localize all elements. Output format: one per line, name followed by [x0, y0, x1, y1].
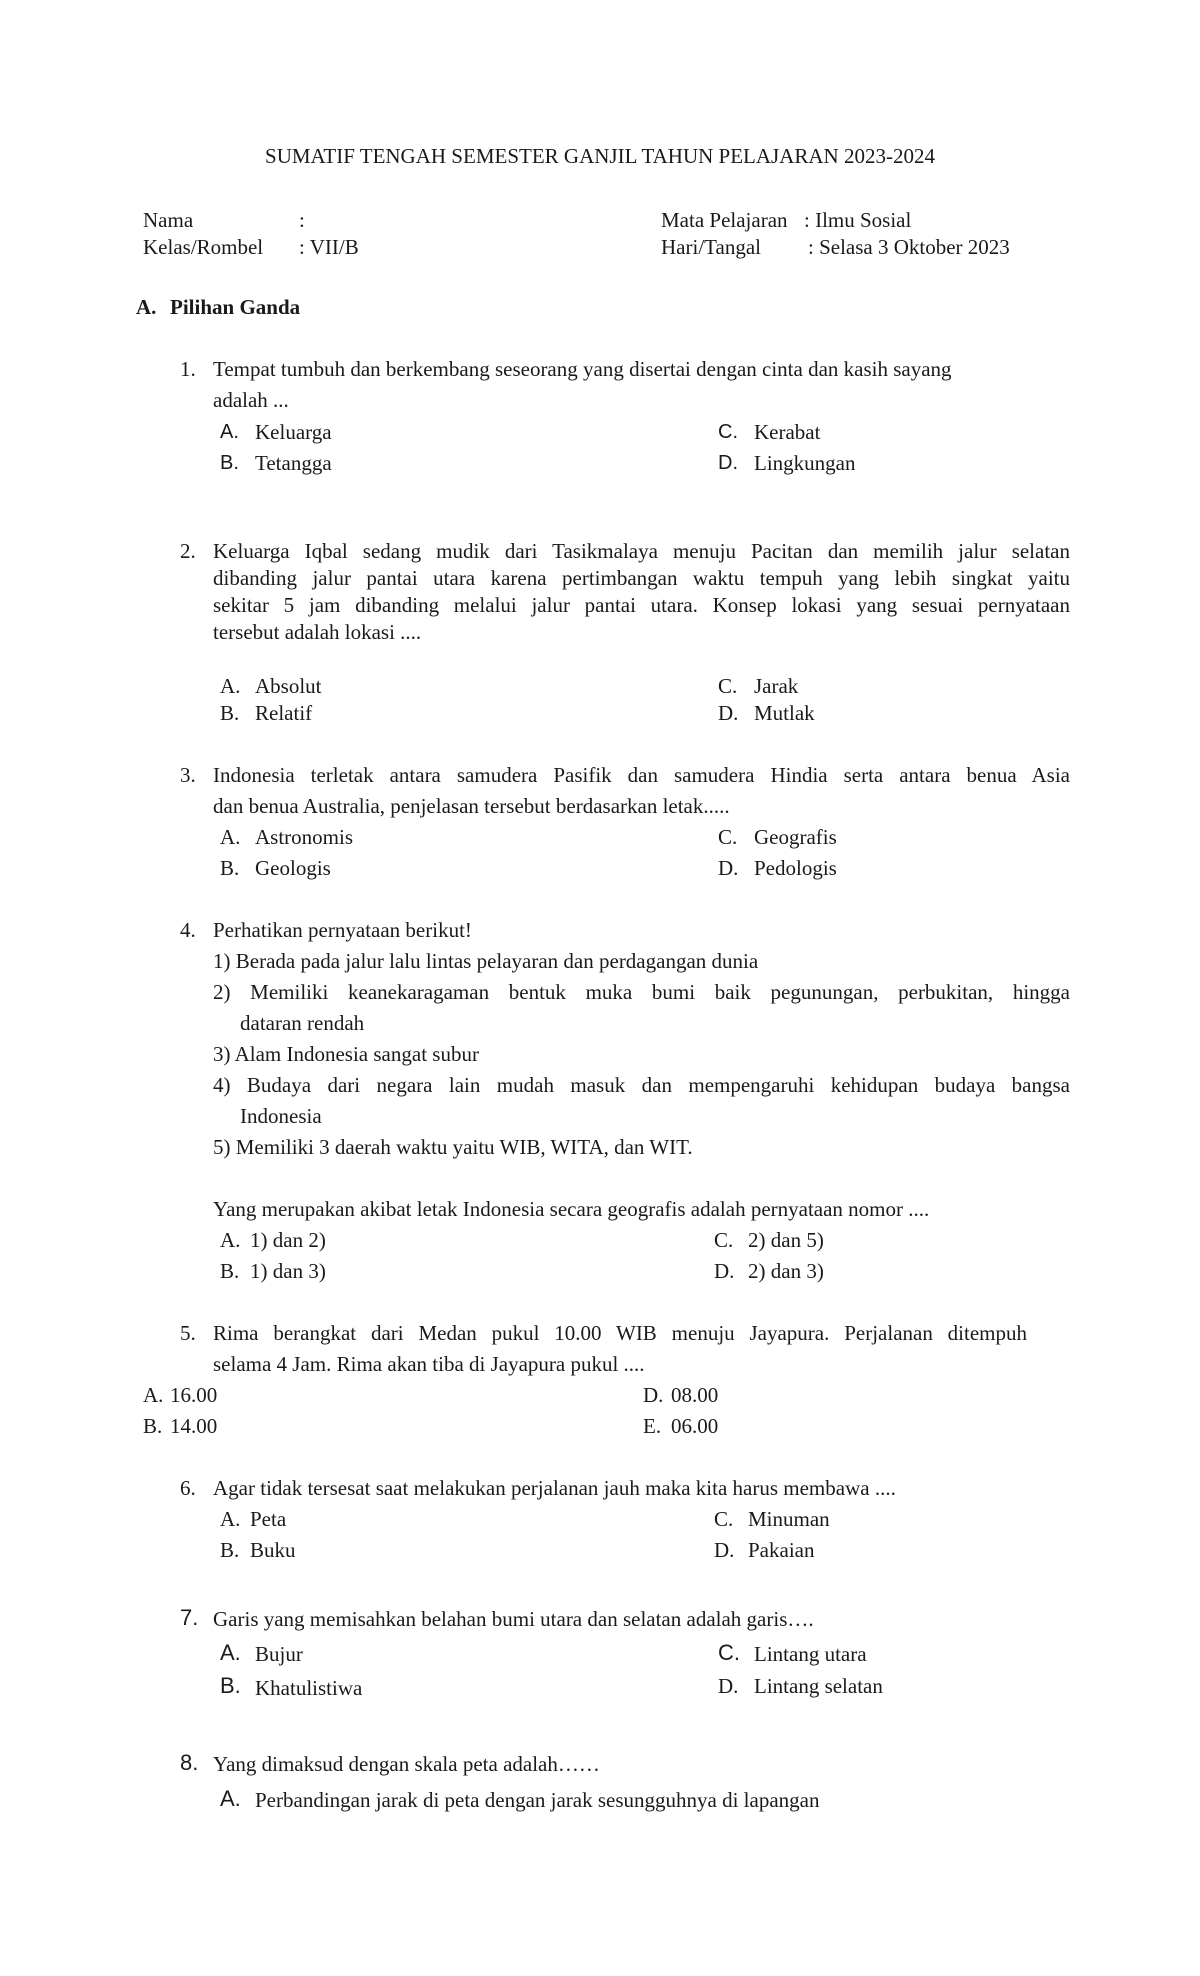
kelas-label: Kelas/Rombel	[143, 235, 264, 259]
option-text: Pakaian	[748, 1538, 815, 1562]
option-text: Lintang selatan	[754, 1674, 883, 1698]
option-letter: B.	[220, 856, 240, 880]
option-letter: A.	[143, 1383, 164, 1407]
option-letter: A.	[220, 1228, 241, 1252]
option-text: Jarak	[754, 674, 799, 698]
option-text: 14.00	[170, 1414, 218, 1438]
option-letter: C.	[714, 1507, 734, 1531]
option-letter: A.	[220, 825, 241, 849]
question-text-line: Tempat tumbuh dan berkembang seseorang yang disertai dengan cinta dan kasih sayang	[213, 357, 952, 381]
question-number: 7.	[180, 1605, 199, 1630]
option-text: Lingkungan	[754, 451, 856, 475]
question-text-line: Agar tidak tersesat saat melakukan perjalanan jauh maka kita harus membawa ....	[213, 1476, 896, 1500]
option-letter: D.	[718, 856, 739, 880]
nama-separator: :	[299, 208, 305, 232]
option-text: Keluarga	[255, 420, 332, 444]
option-letter: B.	[220, 1259, 240, 1283]
mapel-value: : Ilmu Sosial	[804, 208, 912, 232]
question-text-line: dan benua Australia, penjelasan tersebut berdasarkan letak.....	[213, 794, 730, 818]
option-letter: B.	[143, 1414, 163, 1438]
option-text: Tetangga	[255, 451, 332, 475]
question-number: 2.	[180, 539, 196, 563]
question-text-line: Rima berangkat dari Medan pukul 10.00 WIB menuju Jayapura. Perjalanan ditempuh	[213, 1321, 1027, 1345]
option-letter: A.	[220, 421, 239, 443]
option-letter: B.	[220, 1538, 240, 1562]
option-letter: D.	[718, 452, 738, 474]
option-text: Minuman	[748, 1507, 830, 1531]
option-letter: A.	[220, 674, 241, 698]
nama-label: Nama	[143, 208, 194, 232]
question-text-line: sekitar 5 jam dibanding melalui jalur pantai utara. Konsep lokasi yang sesuai pernyataan	[213, 593, 1070, 617]
option-text: Absolut	[255, 674, 322, 698]
statement-line: Indonesia	[240, 1104, 322, 1128]
question-number: 8.	[180, 1750, 199, 1775]
option-text: Relatif	[255, 701, 313, 725]
hari-label: Hari/Tangal	[661, 235, 761, 259]
option-letter: C.	[718, 1640, 740, 1665]
option-letter: B.	[220, 701, 240, 725]
question-number: 1.	[180, 357, 196, 381]
option-text: Buku	[250, 1538, 296, 1562]
mapel-label: Mata Pelajaran	[661, 208, 788, 232]
option-text: 08.00	[671, 1383, 719, 1407]
option-text: 2) dan 5)	[748, 1228, 824, 1252]
question-text-line: dibanding jalur pantai utara karena pertimbangan waktu tempuh yang lebih singkat yaitu	[213, 566, 1070, 590]
option-text: 06.00	[671, 1414, 719, 1438]
question-number: 5.	[180, 1321, 196, 1345]
option-letter: D.	[643, 1383, 664, 1407]
option-text: 1) dan 2)	[250, 1228, 326, 1252]
question-text-line: Yang merupakan akibat letak Indonesia secara geografis adalah pernyataan nomor ....	[213, 1197, 930, 1221]
option-text: Geologis	[255, 856, 331, 880]
option-letter: C.	[718, 825, 738, 849]
question-text-line: adalah ...	[213, 388, 289, 412]
question-text-line: Keluarga Iqbal sedang mudik dari Tasikmalaya menuju Pacitan dan memilih jalur selatan	[213, 539, 1070, 563]
question-text-line: Yang dimaksud dengan skala peta adalah……	[213, 1752, 600, 1776]
question-number: 6.	[180, 1476, 196, 1500]
option-letter: D.	[718, 1674, 739, 1698]
statement-line: 1) Berada pada jalur lalu lintas pelayaran dan perdagangan dunia	[213, 949, 759, 973]
option-text: Bujur	[255, 1642, 303, 1666]
option-letter: D.	[714, 1538, 735, 1562]
option-letter: A.	[220, 1640, 241, 1665]
option-text: 16.00	[170, 1383, 218, 1407]
page-title: SUMATIF TENGAH SEMESTER GANJIL TAHUN PELAJARAN 2023-2024	[265, 144, 935, 168]
hari-value: : Selasa 3 Oktober 2023	[808, 235, 1010, 259]
statement-line: 5) Memiliki 3 daerah waktu yaitu WIB, WITA, dan WIT.	[213, 1135, 693, 1159]
question-text-line: Garis yang memisahkan belahan bumi utara dan selatan adalah garis….	[213, 1607, 814, 1631]
option-text: Mutlak	[754, 701, 815, 725]
option-text: Peta	[250, 1507, 287, 1531]
question-number: 3.	[180, 763, 196, 787]
kelas-value: : VII/B	[299, 235, 359, 259]
option-text: 1) dan 3)	[250, 1259, 326, 1283]
option-text: Perbandingan jarak di peta dengan jarak sesungguhnya di lapangan	[255, 1788, 820, 1812]
statement-line: 4) Budaya dari negara lain mudah masuk dan mempengaruhi kehidupan budaya bangsa	[213, 1073, 1070, 1097]
option-text: 2) dan 3)	[748, 1259, 824, 1283]
question-text-line: selama 4 Jam. Rima akan tiba di Jayapura pukul ....	[213, 1352, 645, 1376]
option-text: Lintang utara	[754, 1642, 867, 1666]
option-letter: C.	[718, 421, 738, 443]
option-letter: C.	[714, 1228, 734, 1252]
option-letter: A.	[220, 1786, 241, 1811]
statement-line: dataran rendah	[240, 1011, 365, 1035]
question-text-line: Indonesia terletak antara samudera Pasifik dan samudera Hindia serta antara benua Asia	[213, 763, 1070, 787]
option-text: Astronomis	[255, 825, 354, 849]
option-letter: C.	[718, 674, 738, 698]
option-letter: D.	[714, 1259, 735, 1283]
option-letter: A.	[220, 1507, 241, 1531]
option-text: Kerabat	[754, 420, 821, 444]
question-text-line: tersebut adalah lokasi ....	[213, 620, 422, 644]
statement-line: 2) Memiliki keanekaragaman bentuk muka bumi baik pegunungan, perbukitan, hingga	[213, 980, 1070, 1004]
section-letter: A.	[136, 295, 157, 319]
option-text: Pedologis	[754, 856, 837, 880]
option-letter: E.	[643, 1414, 662, 1438]
option-letter: B.	[220, 452, 239, 474]
option-letter: B.	[220, 1673, 241, 1698]
question-intro: Perhatikan pernyataan berikut!	[213, 918, 472, 942]
option-text: Geografis	[754, 825, 837, 849]
question-number: 4.	[180, 918, 196, 942]
statement-line: 3) Alam Indonesia sangat subur	[213, 1042, 479, 1066]
section-title: Pilihan Ganda	[170, 295, 301, 319]
option-text: Khatulistiwa	[255, 1676, 363, 1700]
option-letter: D.	[718, 701, 739, 725]
